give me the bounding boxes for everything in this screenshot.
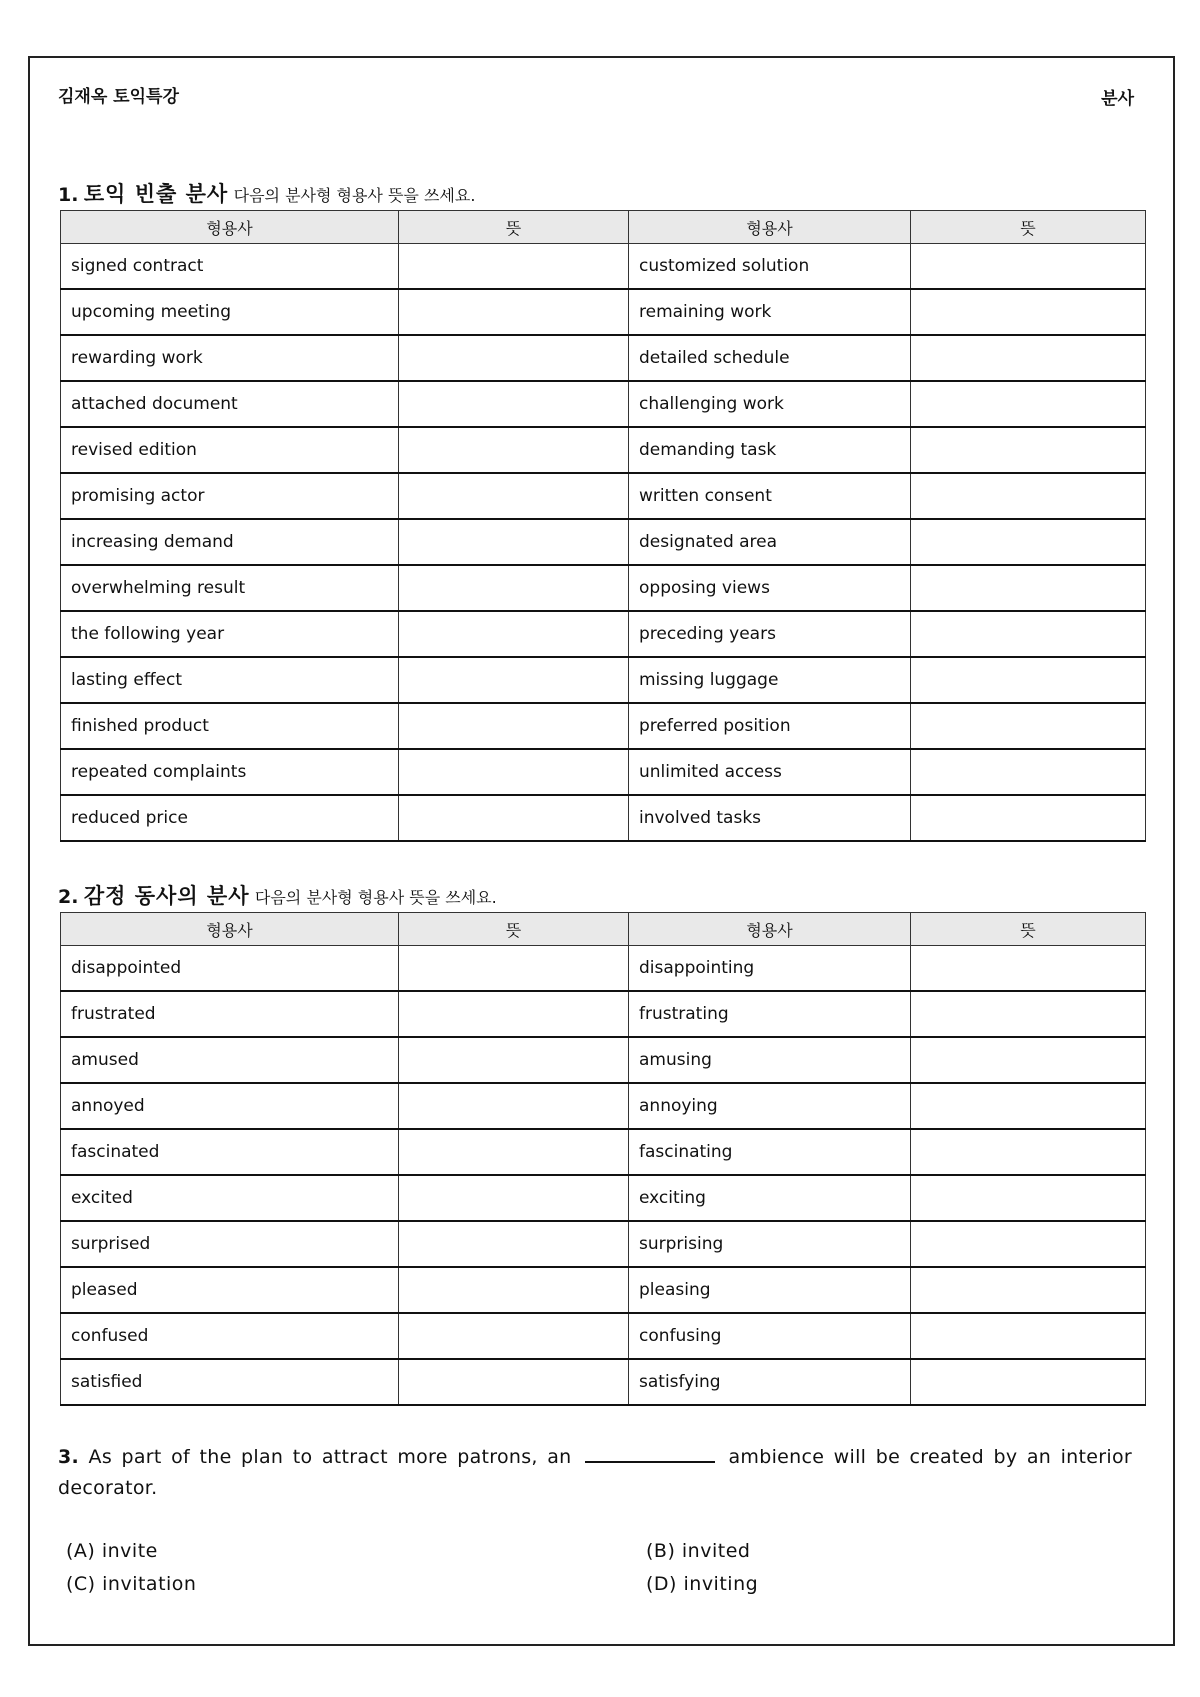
meaning-answer-cell[interactable] — [911, 1313, 1146, 1359]
question-3-text-after: ambience will be created by an interior decorator. — [58, 1446, 1132, 1499]
meaning-answer-cell[interactable] — [399, 611, 629, 657]
adjective-cell: reduced price — [61, 795, 399, 841]
adjective-cell: exciting — [629, 1175, 911, 1221]
table-row — [61, 1359, 1146, 1405]
meaning-answer-cell[interactable] — [911, 1129, 1146, 1175]
header-adjective: 형용사 — [61, 211, 399, 244]
table-row — [61, 795, 1146, 841]
meaning-answer-cell[interactable] — [911, 703, 1146, 749]
table-row — [61, 289, 1146, 335]
adjective-cell: excited — [61, 1175, 399, 1221]
table-row — [61, 611, 1146, 657]
adjective-cell: involved tasks — [629, 795, 911, 841]
table-row — [61, 427, 1146, 473]
meaning-answer-cell[interactable] — [911, 946, 1146, 992]
adjective-cell: attached document — [61, 381, 399, 427]
section-1-number: 1. — [58, 184, 79, 206]
adjective-cell: confused — [61, 1313, 399, 1359]
section-1-table — [60, 210, 1146, 842]
table-row — [61, 1313, 1146, 1359]
table-row — [61, 1037, 1146, 1083]
choice-c[interactable]: (C) invitation — [66, 1573, 197, 1595]
meaning-answer-cell[interactable] — [399, 565, 629, 611]
meaning-answer-cell[interactable] — [911, 1359, 1146, 1405]
adjective-cell: rewarding work — [61, 335, 399, 381]
table-row — [61, 991, 1146, 1037]
meaning-answer-cell[interactable] — [911, 427, 1146, 473]
adjective-cell: disappointed — [61, 946, 399, 992]
table-row — [61, 657, 1146, 703]
meaning-answer-cell[interactable] — [399, 335, 629, 381]
adjective-cell: promising actor — [61, 473, 399, 519]
adjective-cell: designated area — [629, 519, 911, 565]
meaning-answer-cell[interactable] — [399, 1083, 629, 1129]
adjective-cell: increasing demand — [61, 519, 399, 565]
adjective-cell: frustrating — [629, 991, 911, 1037]
meaning-answer-cell[interactable] — [911, 749, 1146, 795]
meaning-answer-cell[interactable] — [911, 1083, 1146, 1129]
adjective-cell: repeated complaints — [61, 749, 399, 795]
section-2-table — [60, 912, 1146, 1406]
choice-a[interactable]: (A) invite — [66, 1540, 158, 1562]
adjective-cell: customized solution — [629, 244, 911, 290]
table-row — [61, 1221, 1146, 1267]
table-row — [61, 1129, 1146, 1175]
meaning-answer-cell[interactable] — [399, 1359, 629, 1405]
table-row — [61, 244, 1146, 290]
adjective-cell: finished product — [61, 703, 399, 749]
adjective-cell: missing luggage — [629, 657, 911, 703]
table-row — [61, 519, 1146, 565]
adjective-cell: confusing — [629, 1313, 911, 1359]
header-meaning: 뜻 — [399, 211, 629, 244]
adjective-cell: satisfied — [61, 1359, 399, 1405]
adjective-cell: surprised — [61, 1221, 399, 1267]
course-title: 김재옥 토익특강 — [58, 87, 179, 107]
adjective-cell: surprising — [629, 1221, 911, 1267]
table-row — [61, 1267, 1146, 1313]
question-3 — [58, 1442, 1132, 1504]
section-1-heading — [58, 178, 475, 208]
section-1-title: 토익 빈출 분사 — [83, 182, 229, 206]
table-row — [61, 565, 1146, 611]
adjective-cell: annoying — [629, 1083, 911, 1129]
table-header-row — [61, 913, 1146, 946]
section-2-title: 감정 동사의 분사 — [83, 884, 250, 908]
section-2-number: 2. — [58, 886, 79, 908]
header-meaning: 뜻 — [399, 913, 629, 946]
adjective-cell: the following year — [61, 611, 399, 657]
section-2-instruction: 다음의 분사형 형용사 뜻을 쓰세요. — [254, 888, 497, 907]
adjective-cell: challenging work — [629, 381, 911, 427]
header-adjective: 형용사 — [629, 211, 911, 244]
meaning-answer-cell[interactable] — [399, 427, 629, 473]
header-meaning: 뜻 — [911, 913, 1146, 946]
meaning-answer-cell[interactable] — [399, 473, 629, 519]
adjective-cell: satisfying — [629, 1359, 911, 1405]
adjective-cell: remaining work — [629, 289, 911, 335]
table-row — [61, 335, 1146, 381]
adjective-cell: revised edition — [61, 427, 399, 473]
meaning-answer-cell[interactable] — [399, 1129, 629, 1175]
meaning-answer-cell[interactable] — [911, 1267, 1146, 1313]
meaning-answer-cell[interactable] — [399, 749, 629, 795]
meaning-answer-cell[interactable] — [399, 244, 629, 290]
meaning-answer-cell[interactable] — [911, 1221, 1146, 1267]
adjective-cell: disappointing — [629, 946, 911, 992]
meaning-answer-cell[interactable] — [911, 795, 1146, 841]
meaning-answer-cell[interactable] — [911, 335, 1146, 381]
table-row — [61, 1175, 1146, 1221]
meaning-answer-cell[interactable] — [399, 1221, 629, 1267]
question-3-text-before: As part of the plan to attract more patrons, an — [88, 1446, 572, 1468]
choice-d[interactable]: (D) inviting — [646, 1573, 759, 1595]
meaning-answer-cell[interactable] — [911, 381, 1146, 427]
meaning-answer-cell[interactable] — [399, 657, 629, 703]
table-row — [61, 1083, 1146, 1129]
adjective-cell: amused — [61, 1037, 399, 1083]
meaning-answer-cell[interactable] — [911, 1037, 1146, 1083]
meaning-answer-cell[interactable] — [399, 289, 629, 335]
meaning-answer-cell[interactable] — [399, 991, 629, 1037]
meaning-answer-cell[interactable] — [399, 519, 629, 565]
adjective-cell: frustrated — [61, 991, 399, 1037]
meaning-answer-cell[interactable] — [911, 565, 1146, 611]
question-3-number: 3. — [58, 1446, 80, 1468]
meaning-answer-cell[interactable] — [911, 289, 1146, 335]
meaning-answer-cell[interactable] — [911, 991, 1146, 1037]
table-row — [61, 381, 1146, 427]
adjective-cell: preferred position — [629, 703, 911, 749]
adjective-cell: amusing — [629, 1037, 911, 1083]
adjective-cell: lasting effect — [61, 657, 399, 703]
adjective-cell: unlimited access — [629, 749, 911, 795]
header-adjective: 형용사 — [629, 913, 911, 946]
adjective-cell: fascinating — [629, 1129, 911, 1175]
table-header-row — [61, 211, 1146, 244]
meaning-answer-cell[interactable] — [911, 473, 1146, 519]
section-2-heading — [58, 880, 497, 910]
meaning-answer-cell[interactable] — [911, 611, 1146, 657]
table-row — [61, 946, 1146, 992]
meaning-answer-cell[interactable] — [399, 381, 629, 427]
adjective-cell: demanding task — [629, 427, 911, 473]
answer-blank[interactable] — [585, 1443, 715, 1463]
meaning-answer-cell[interactable] — [911, 519, 1146, 565]
adjective-cell: signed contract — [61, 244, 399, 290]
header-adjective: 형용사 — [61, 913, 399, 946]
meaning-answer-cell[interactable] — [399, 1037, 629, 1083]
choice-b[interactable]: (B) invited — [646, 1540, 751, 1562]
topic-label: 분사 — [1101, 89, 1134, 109]
meaning-answer-cell[interactable] — [911, 1175, 1146, 1221]
adjective-cell: opposing views — [629, 565, 911, 611]
meaning-answer-cell[interactable] — [399, 946, 629, 992]
table-row — [61, 703, 1146, 749]
meaning-answer-cell[interactable] — [911, 657, 1146, 703]
adjective-cell: written consent — [629, 473, 911, 519]
meaning-answer-cell[interactable] — [399, 1175, 629, 1221]
header-meaning: 뜻 — [911, 211, 1146, 244]
adjective-cell: fascinated — [61, 1129, 399, 1175]
meaning-answer-cell[interactable] — [399, 1267, 629, 1313]
adjective-cell: annoyed — [61, 1083, 399, 1129]
adjective-cell: pleasing — [629, 1267, 911, 1313]
table-row — [61, 749, 1146, 795]
adjective-cell: pleased — [61, 1267, 399, 1313]
meaning-answer-cell[interactable] — [911, 244, 1146, 290]
adjective-cell: detailed schedule — [629, 335, 911, 381]
meaning-answer-cell[interactable] — [399, 1313, 629, 1359]
adjective-cell: overwhelming result — [61, 565, 399, 611]
adjective-cell: upcoming meeting — [61, 289, 399, 335]
meaning-answer-cell[interactable] — [399, 703, 629, 749]
section-1-instruction: 다음의 분사형 형용사 뜻을 쓰세요. — [233, 186, 476, 205]
adjective-cell: preceding years — [629, 611, 911, 657]
meaning-answer-cell[interactable] — [399, 795, 629, 841]
table-row — [61, 473, 1146, 519]
